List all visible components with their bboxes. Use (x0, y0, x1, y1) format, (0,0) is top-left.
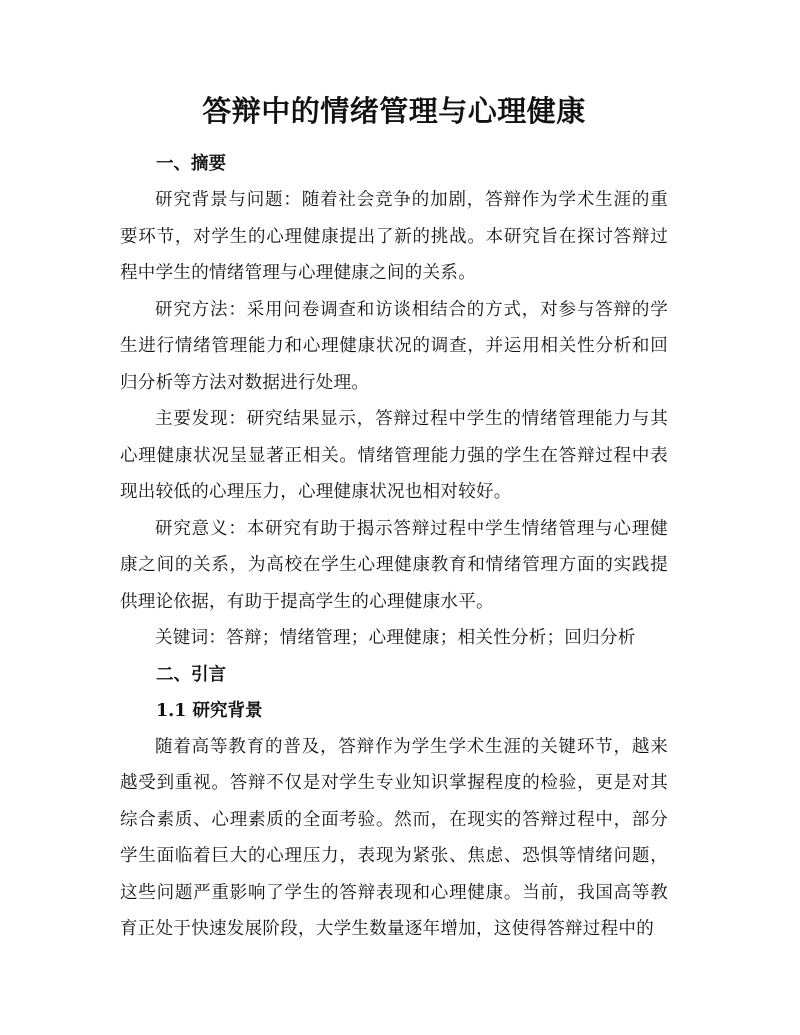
keywords-line: 关键词：答辩；情绪管理；心理健康；相关性分析；回归分析 (155, 628, 636, 648)
document-title: 答辩中的情绪管理与心理健康 (202, 94, 586, 128)
intro-subheading: 1.1 研究背景 (156, 700, 263, 721)
intro-paragraph: 随着高等教育的普及，答辩作为学生学术生涯的关键环节，越来越受到重视。答辩不仅是对学生专业知识掌握程度的检验，更是对其综合素质、心理素质的全面考验。然而，在现实的答辩过程中，部分学生面临着巨大的心理压力，表现为紧张、焦虑、恐惧等情绪问题，这些问题严重影响了学生的答辩表现和心理健康。当前，我国高等教育正处于快速发展阶段，大学生数量逐年增加，这使得答辩过程中的 (120, 736, 668, 939)
abstract-paragraph-background: 研究背景与问题：随着社会竞争的加剧，答辩作为学术生涯的重要环节，对学生的心理健康提出了新的挑战。本研究旨在探讨答辩过程中学生的情绪管理与心理健康之间的关系。 (120, 190, 668, 283)
abstract-paragraph-significance: 研究意义：本研究有助于揭示答辩过程中学生情绪管理与心理健康之间的关系，为高校在学生心理健康教育和情绪管理方面的实践提供理论依据，有助于提高学生的心理健康水平。 (120, 518, 668, 612)
abstract-heading: 一、摘要 (156, 154, 226, 174)
intro-heading: 二、引言 (156, 664, 226, 685)
abstract-paragraph-findings: 主要发现：研究结果显示，答辩过程中学生的情绪管理能力与其心理健康状况呈显著正相关。情绪管理能力强的学生在答辩过程中表现出较低的心理压力，心理健康状况也相对较好。 (120, 409, 668, 502)
abstract-paragraph-methods: 研究方法：采用问卷调查和访谈相结合的方式，对参与答辩的学生进行情绪管理能力和心理健康状况的调查，并运用相关性分析和回归分析等方法对数据进行处理。 (120, 299, 668, 393)
